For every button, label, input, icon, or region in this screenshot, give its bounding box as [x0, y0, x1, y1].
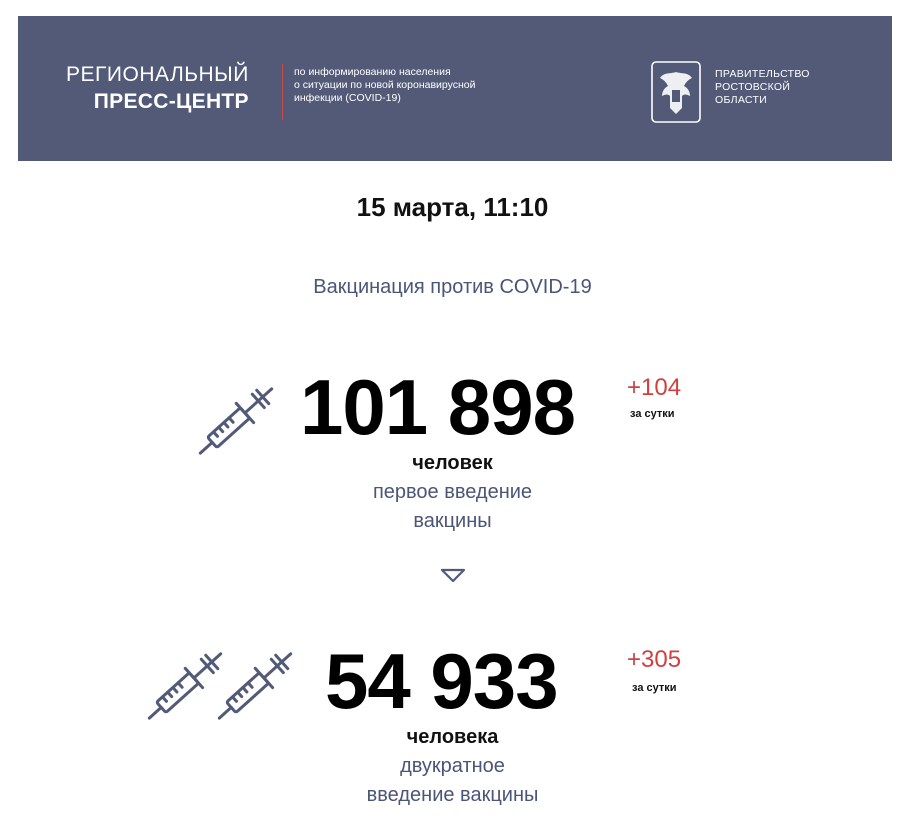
gov-line3: ОБЛАСТИ — [715, 94, 768, 106]
first-dose-per-day: за сутки — [630, 408, 675, 420]
first-dose-unit: человек — [412, 452, 493, 474]
first-dose-count: 101 898 — [300, 363, 575, 451]
press-center-description — [294, 66, 604, 105]
second-dose-desc-line1: двукратное — [400, 755, 505, 777]
header-divider — [282, 64, 283, 120]
press-center-line1: РЕГИОНАЛЬНЫЙ — [66, 63, 249, 86]
desc-line1: по информированию населения — [294, 66, 451, 78]
desc-line2: о ситуации по новой коронавирусной — [294, 79, 476, 91]
chevron-down-icon — [440, 568, 466, 584]
coat-of-arms-icon — [650, 60, 702, 124]
second-dose-description — [0, 752, 905, 810]
second-dose-count: 54 933 — [325, 637, 558, 725]
double-syringe-icon — [140, 636, 310, 736]
header-banner — [18, 16, 892, 161]
second-dose-desc-line2: введение вакцины — [366, 784, 539, 806]
section-subtitle: Вакцинация против COVID-19 — [313, 276, 592, 298]
desc-line3: инфекции (COVID-19) — [294, 92, 401, 104]
first-dose-desc-line1: первое введение — [372, 481, 533, 503]
press-center-line2: ПРЕСС-ЦЕНТР — [93, 90, 249, 113]
second-dose-unit: человека — [406, 726, 499, 748]
gov-line1: ПРАВИТЕЛЬСТВО — [715, 68, 810, 80]
gov-line2: РОСТОВСКОЙ — [715, 81, 791, 93]
press-center-title — [66, 64, 249, 112]
report-date: 15 марта, 11:10 — [356, 192, 549, 222]
first-dose-desc-line2: вакцины — [413, 510, 492, 532]
first-dose-description — [0, 478, 905, 536]
first-dose-delta: +104 — [627, 374, 682, 401]
government-title — [715, 68, 810, 107]
second-dose-delta: +305 — [627, 646, 682, 673]
second-dose-per-day: за сутки — [632, 682, 677, 694]
